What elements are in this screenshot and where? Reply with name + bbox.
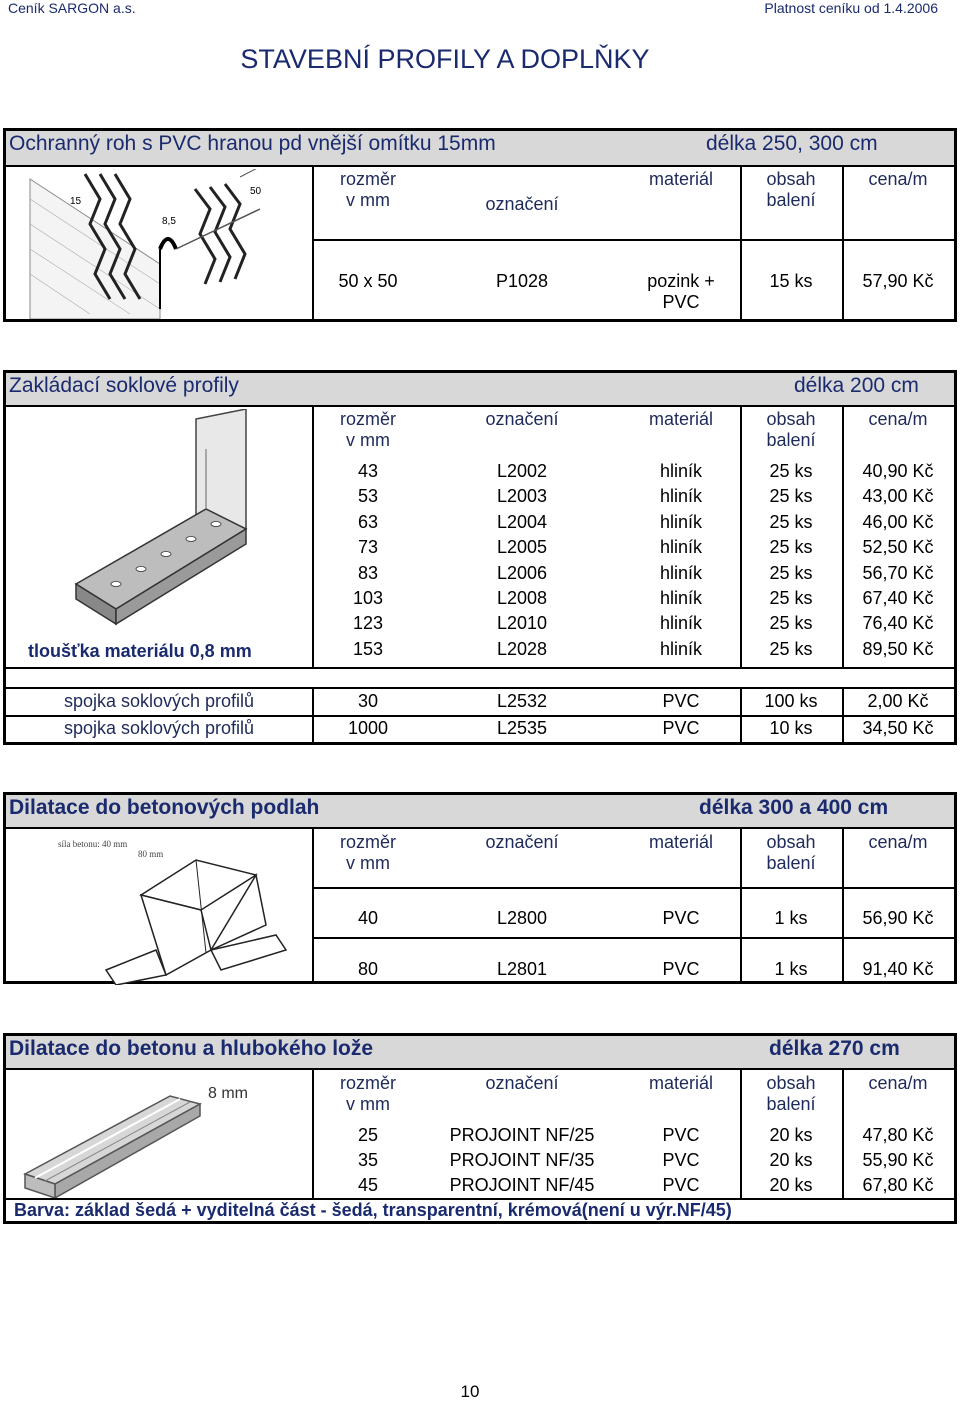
row-qty: 20 ks <box>769 1125 813 1145</box>
section-corner-profile <box>3 128 957 322</box>
row-divider <box>6 667 954 669</box>
row-divider <box>312 937 954 939</box>
section-header <box>6 373 954 407</box>
corner-profile-image <box>10 169 310 319</box>
page-title: STAVEBNÍ PROFILY A DOPLŇKY <box>240 44 650 74</box>
joint-size: 1000 <box>347 718 389 738</box>
row-material: pozink + PVC <box>647 271 715 312</box>
page-number: 10 <box>460 1382 480 1401</box>
row-size: 103 <box>352 588 384 608</box>
joint-qty: 100 ks <box>764 691 818 711</box>
col-header-qty: obsah balení <box>766 169 816 210</box>
width-label: 8 mm <box>208 1085 248 1102</box>
row-size: 80 <box>357 959 379 979</box>
material-thickness-note: tloušťka materiálu 0,8 mm <box>28 641 252 661</box>
row-qty: 25 ks <box>769 613 813 634</box>
row-material: hliník <box>659 461 703 481</box>
row-qty: 25 ks <box>769 461 813 481</box>
row-material: hliník <box>659 537 703 558</box>
row-divider <box>6 715 954 717</box>
joint-name: spojka soklových profilů <box>63 718 255 738</box>
joint-qty: 10 ks <box>769 718 813 738</box>
section-header <box>6 131 954 167</box>
row-code: PROJOINT NF/45 <box>449 1175 595 1195</box>
row-size: 123 <box>352 613 384 634</box>
row-qty: 1 ks <box>774 908 808 928</box>
joint-size: 30 <box>357 691 379 711</box>
row-code: P1028 <box>495 271 549 291</box>
color-note: Barva: základ šedá + vyditelná část - šedá, transparentní, krémová(není u výr.NF/45) <box>14 1200 732 1220</box>
row-size: 53 <box>357 486 379 507</box>
row-material: PVC <box>662 1125 700 1145</box>
col-header-code: označení <box>485 194 559 214</box>
row-price: 76,40 Kč <box>862 613 934 634</box>
row-qty: 25 ks <box>769 588 813 608</box>
row-price: 91,40 Kč <box>862 959 934 979</box>
col-header-material: materiál <box>648 1073 714 1093</box>
row-size: 83 <box>357 562 379 583</box>
header-right: Platnost ceníku od 1.4.2006 <box>764 0 938 16</box>
row-material: PVC <box>662 959 700 979</box>
row-price: 56,90 Kč <box>862 908 934 928</box>
row-price: 46,00 Kč <box>862 511 934 532</box>
section-length: délka 300 a 400 cm <box>699 796 889 819</box>
row-material: PVC <box>662 1150 700 1170</box>
col-header-qty: obsah balení <box>766 832 816 873</box>
row-price: 67,40 Kč <box>862 588 934 608</box>
row-qty: 25 ks <box>769 537 813 558</box>
col-header-code: označení <box>485 1073 559 1093</box>
dimension-label: 50 <box>250 186 262 197</box>
row-qty: 20 ks <box>769 1150 813 1170</box>
section-length: délka 200 cm <box>794 374 919 397</box>
row-divider <box>6 687 954 689</box>
col-header-qty: obsah balení <box>766 1073 816 1114</box>
row-material: PVC <box>662 1175 700 1195</box>
row-material: hliník <box>659 562 703 583</box>
row-qty: 25 ks <box>769 511 813 532</box>
section-header <box>6 1036 954 1070</box>
row-qty: 1 ks <box>774 959 808 979</box>
col-header-code: označení <box>485 832 559 852</box>
row-size: 153 <box>352 638 384 659</box>
row-size: 35 <box>357 1150 379 1170</box>
dimension-label: 15 <box>70 196 82 207</box>
row-code: L2801 <box>496 959 548 979</box>
row-qty: 20 ks <box>769 1175 813 1195</box>
row-code: L2006 <box>496 562 548 583</box>
row-code: PROJOINT NF/35 <box>449 1150 595 1170</box>
row-divider <box>312 239 954 241</box>
joint-code: L2532 <box>496 691 548 711</box>
row-code: PROJOINT NF/25 <box>449 1125 595 1145</box>
row-size: 73 <box>357 537 379 558</box>
joint-price: 2,00 Kč <box>867 691 929 711</box>
col-header-price: cena/m <box>868 409 928 429</box>
row-size: 43 <box>357 461 379 481</box>
col-header-material: materiál <box>648 169 714 189</box>
col-header-material: materiál <box>648 409 714 429</box>
row-size: 45 <box>357 1175 379 1195</box>
joint-price: 34,50 Kč <box>862 718 934 738</box>
base-profile-image <box>56 409 306 649</box>
concrete-thickness-label: 80 mm <box>138 849 164 859</box>
section-deep-bed-dilatation <box>3 1033 957 1224</box>
col-header-price: cena/m <box>868 169 928 189</box>
joint-material: PVC <box>662 718 700 738</box>
section-floor-dilatation <box>3 792 957 984</box>
section-header <box>6 795 954 829</box>
row-code: L2005 <box>496 537 548 558</box>
col-header-size: rozměr v mm <box>339 169 396 210</box>
row-price: 43,00 Kč <box>862 486 934 507</box>
col-header-qty: obsah balení <box>766 409 816 450</box>
row-price: 67,80 Kč <box>862 1175 934 1195</box>
col-header-price: cena/m <box>868 832 928 852</box>
section-length: délka 250, 300 cm <box>706 132 878 155</box>
col-header-material: materiál <box>648 832 714 852</box>
row-material: hliník <box>659 588 703 608</box>
row-code: L2002 <box>496 461 548 481</box>
col-header-size: rozměr v mm <box>339 409 396 450</box>
col-header-code: označení <box>485 409 559 429</box>
section-title: Dilatace do betonu a hlubokého lože <box>9 1037 374 1060</box>
col-header-size: rozměr v mm <box>339 832 396 873</box>
header-left: Ceník SARGON a.s. <box>8 0 136 16</box>
row-material: hliník <box>659 638 703 659</box>
row-size: 40 <box>357 908 379 928</box>
row-material: hliník <box>659 511 703 532</box>
row-material: hliník <box>659 613 703 634</box>
section-title: Dilatace do betonových podlah <box>9 796 320 819</box>
row-code: L2010 <box>496 613 548 634</box>
row-material: hliník <box>659 486 703 507</box>
section-title: Zakládací soklové profily <box>9 374 239 397</box>
section-length: délka 270 cm <box>769 1037 900 1060</box>
section-title: Ochranný roh s PVC hranou pd vnější omítku 15mm <box>9 132 496 155</box>
col-header-size: rozměr v mm <box>339 1073 396 1114</box>
row-qty: 25 ks <box>769 562 813 583</box>
row-price: 57,90 Kč <box>862 271 934 291</box>
row-size: 50 x 50 <box>338 271 398 291</box>
col-header-price: cena/m <box>868 1073 928 1093</box>
row-qty: 25 ks <box>769 638 813 659</box>
joint-name: spojka soklových profilů <box>63 691 255 711</box>
row-material: PVC <box>662 908 700 928</box>
row-qty: 25 ks <box>769 486 813 507</box>
joint-code: L2535 <box>496 718 548 738</box>
section-base-profiles <box>3 370 957 745</box>
row-code: L2008 <box>496 588 548 608</box>
joint-material: PVC <box>662 691 700 711</box>
row-code: L2028 <box>496 638 548 659</box>
row-qty: 15 ks <box>769 271 813 291</box>
row-code: L2004 <box>496 511 548 532</box>
floor-dilatation-image <box>46 835 306 985</box>
row-price: 40,90 Kč <box>862 461 934 481</box>
row-price: 52,50 Kč <box>862 537 934 558</box>
row-price: 55,90 Kč <box>862 1150 934 1170</box>
concrete-thickness-label: síla betonu: 40 mm <box>58 839 128 849</box>
row-size: 63 <box>357 511 379 532</box>
dimension-label: 8,5 <box>162 216 176 227</box>
row-price: 89,50 Kč <box>862 638 934 659</box>
row-code: L2003 <box>496 486 548 507</box>
row-code: L2800 <box>496 908 548 928</box>
projoint-image <box>20 1074 310 1204</box>
row-size: 25 <box>357 1125 379 1145</box>
row-price: 47,80 Kč <box>862 1125 934 1145</box>
row-price: 56,70 Kč <box>862 562 934 583</box>
row-divider <box>312 887 954 889</box>
